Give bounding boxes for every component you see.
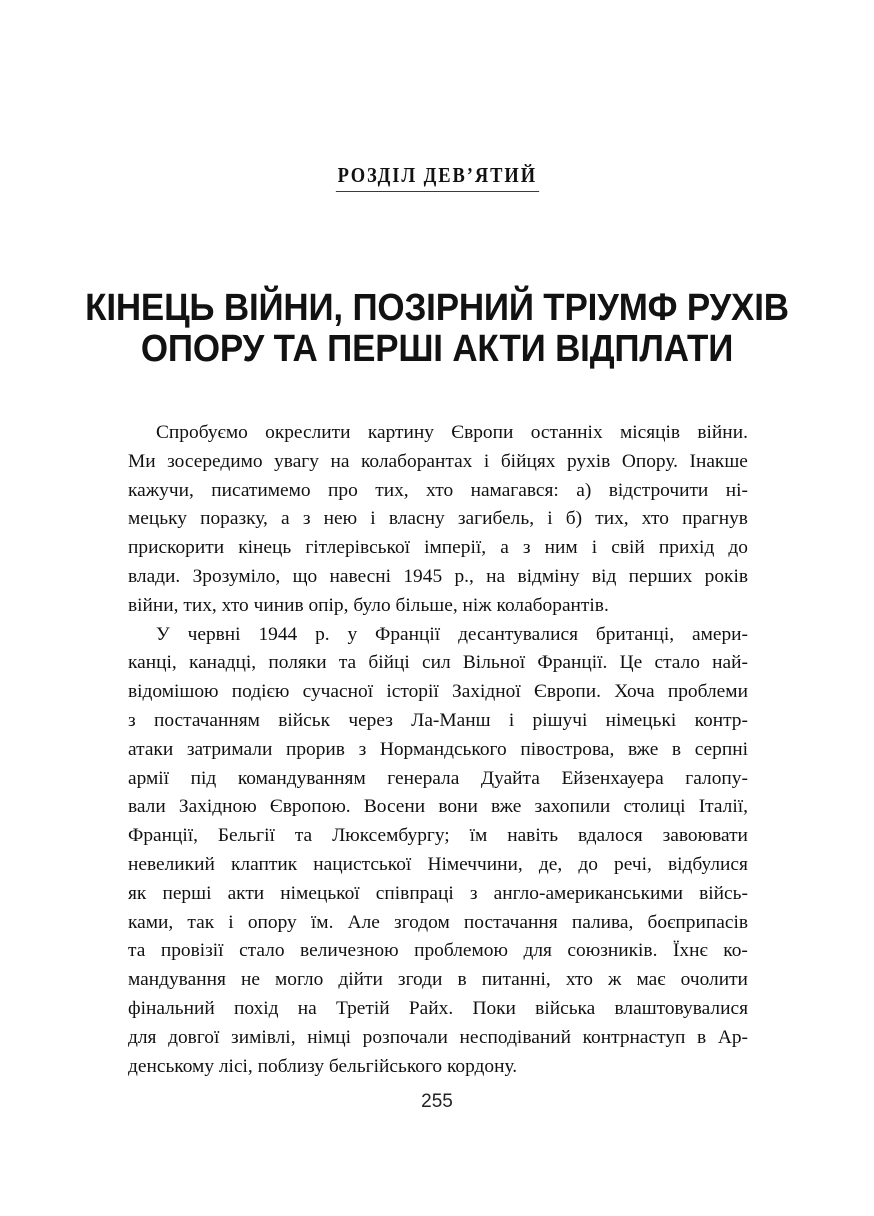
word: та xyxy=(338,652,357,674)
word: нею xyxy=(323,508,358,530)
text-line xyxy=(128,621,748,650)
text-line xyxy=(128,851,748,880)
word: вже xyxy=(491,796,522,818)
word: ним xyxy=(544,537,578,559)
word: дійти xyxy=(338,969,383,991)
word: величезною xyxy=(300,940,399,962)
word: згоди xyxy=(397,969,443,991)
text-line xyxy=(128,534,748,563)
word: відстрочити xyxy=(608,479,709,501)
word: союзників. xyxy=(567,940,658,962)
word: прорив xyxy=(285,738,345,760)
word: а xyxy=(500,537,509,559)
word: подією xyxy=(231,681,290,703)
text-line xyxy=(128,419,748,448)
word: стало xyxy=(239,940,285,962)
word: у xyxy=(347,623,358,645)
text-line xyxy=(128,966,748,995)
word: від xyxy=(591,565,617,587)
word: Франції. xyxy=(537,652,608,674)
word: перші xyxy=(162,882,212,904)
word: де, xyxy=(538,853,563,875)
word: провізії xyxy=(160,940,224,962)
word: сил xyxy=(421,652,451,674)
paragraph-1 xyxy=(128,419,748,621)
word: війни. xyxy=(697,422,748,443)
word: їм. xyxy=(310,911,334,933)
word: вони xyxy=(438,796,478,818)
word: хто xyxy=(565,969,593,991)
word: Західною xyxy=(178,796,257,818)
word: сучасної xyxy=(302,681,374,703)
word: через xyxy=(348,709,393,731)
text-line xyxy=(128,822,748,851)
word: Вільної xyxy=(462,652,526,674)
word: палива, xyxy=(571,911,634,933)
word: імперії, xyxy=(424,537,487,559)
text-line xyxy=(128,707,748,736)
word: проблеми xyxy=(667,681,748,703)
text-line xyxy=(128,678,748,707)
body-text xyxy=(128,419,748,1081)
word: червні xyxy=(187,623,241,645)
word: бійці xyxy=(368,652,410,674)
text-line xyxy=(128,880,748,909)
word: рухів xyxy=(566,450,611,472)
word: півострова, xyxy=(520,738,615,760)
word: Західної xyxy=(452,681,521,703)
chapter-title xyxy=(0,288,874,370)
word: постачання xyxy=(463,911,558,933)
word: намагався: xyxy=(470,479,559,501)
word: очолити xyxy=(680,969,748,991)
word: мандування xyxy=(128,969,226,991)
word: вже xyxy=(627,738,659,760)
word: канці, xyxy=(128,652,177,674)
word: не xyxy=(240,969,260,991)
word: свій xyxy=(611,537,645,559)
word: Люксембургу; xyxy=(332,825,450,847)
word: питанні, xyxy=(481,969,551,991)
word: навіть xyxy=(507,825,559,847)
word: співпраці xyxy=(375,882,454,904)
word: командуванням xyxy=(237,767,366,789)
word: що xyxy=(292,565,318,587)
chapter-label-container xyxy=(0,163,874,192)
word: Їхнє xyxy=(672,940,708,962)
word: німці xyxy=(307,1026,351,1048)
word: а xyxy=(281,508,290,530)
word: Франції, xyxy=(128,825,198,847)
word: мецьку xyxy=(128,508,187,530)
word: з xyxy=(469,882,478,904)
text-line xyxy=(128,448,748,477)
word: Хоча xyxy=(614,681,655,703)
word: Спробуємо xyxy=(156,422,248,443)
word: Нормандського xyxy=(379,738,507,760)
word: довгої xyxy=(168,1026,220,1048)
word: галопу- xyxy=(685,767,748,789)
word: Франції xyxy=(375,623,441,645)
word: війська xyxy=(535,997,596,1019)
word: Італії, xyxy=(698,796,748,818)
chapter-label: РОЗДІЛ ДЕВ’ЯТИЙ xyxy=(336,163,539,192)
word: Опору. xyxy=(621,450,678,472)
text-line xyxy=(128,995,748,1024)
paragraph-2 xyxy=(128,621,748,1082)
word: нацистської xyxy=(313,853,412,875)
word: згодом xyxy=(394,911,450,933)
word: 1944 xyxy=(258,623,298,645)
word: має xyxy=(636,969,666,991)
word: атаки xyxy=(128,738,174,760)
word: поразку, xyxy=(200,508,268,530)
word: р., xyxy=(454,565,474,587)
word: Європи. xyxy=(534,681,601,703)
word: Ми xyxy=(128,450,156,472)
chapter-title-line-1: КІНЕЦЬ ВІЙНИ, ПОЗІРНИЙ ТРІУМФ РУХІВ xyxy=(85,287,789,329)
word: колаборантах xyxy=(360,450,473,472)
word: стало xyxy=(654,652,700,674)
text-line: війни, тих, хто чинив опір, було більше, ніж колаборантів. xyxy=(128,594,609,616)
text-line xyxy=(128,649,748,678)
word: відомішою xyxy=(128,681,219,703)
word: Інакше xyxy=(689,450,748,472)
word: історії xyxy=(386,681,439,703)
word: під xyxy=(190,767,217,789)
word: Європою. xyxy=(269,796,351,818)
word: в xyxy=(671,738,682,760)
word: розпочали xyxy=(362,1026,448,1048)
word: Дуайта xyxy=(480,767,540,789)
text-line: денському лісі, поблизу бельгійського кордону. xyxy=(128,1055,518,1077)
word: зимівлі, xyxy=(231,1026,296,1048)
word: увагу xyxy=(274,450,319,472)
word: з xyxy=(128,709,136,731)
word: завоювати xyxy=(662,825,748,847)
text-line xyxy=(128,563,748,592)
word: Німеччини, xyxy=(427,853,523,875)
word: поляки xyxy=(268,652,327,674)
word: та xyxy=(128,940,146,962)
word: для xyxy=(128,1026,157,1048)
word: бійцях xyxy=(500,450,556,472)
word: писатимемо xyxy=(211,479,311,501)
word: прискорити xyxy=(128,537,225,559)
text-line xyxy=(128,1024,748,1053)
word: Це xyxy=(619,652,643,674)
word: ні- xyxy=(725,479,748,501)
word: вали xyxy=(128,796,166,818)
word: клаптик xyxy=(231,853,298,875)
word: війсь- xyxy=(699,882,748,904)
word: і xyxy=(547,508,553,530)
word: несподіваний xyxy=(459,1026,571,1048)
word: генерала xyxy=(387,767,460,789)
word: і xyxy=(508,709,515,731)
word: речі, xyxy=(614,853,652,875)
word: проблемою xyxy=(414,940,508,962)
word: У xyxy=(156,623,170,645)
word: і xyxy=(370,508,376,530)
word: гітлерівської xyxy=(305,537,411,559)
word: вдалося xyxy=(577,825,643,847)
word: останніх xyxy=(530,422,603,443)
word: р. xyxy=(315,623,330,645)
text-line xyxy=(128,937,748,966)
word: прагнув xyxy=(682,508,748,530)
word: контр- xyxy=(694,709,748,731)
word: картину xyxy=(367,422,434,443)
word: навесні xyxy=(329,565,392,587)
word: німецькі xyxy=(605,709,677,731)
word: постачанням xyxy=(153,709,260,731)
word: в xyxy=(457,969,467,991)
text-line xyxy=(128,765,748,794)
word: в xyxy=(697,1026,707,1048)
word: Ар- xyxy=(717,1026,748,1048)
word: столиці xyxy=(623,796,686,818)
word: тих, xyxy=(375,479,409,501)
word: відбулися xyxy=(667,853,748,875)
word: відміну xyxy=(517,565,580,587)
word: 1945 xyxy=(403,565,443,587)
word: перших xyxy=(628,565,693,587)
word: на xyxy=(486,565,506,587)
word: і xyxy=(483,450,490,472)
page-number: 255 xyxy=(421,1091,453,1112)
word: Але xyxy=(347,911,380,933)
text-line xyxy=(128,793,748,822)
word: Ейзенхауера xyxy=(561,767,664,789)
text-line xyxy=(128,909,748,938)
word: похід xyxy=(234,997,279,1019)
word: зосередимо xyxy=(167,450,263,472)
word: рішучі xyxy=(532,709,588,731)
word: фінальний xyxy=(128,997,215,1019)
word: їм xyxy=(469,825,488,847)
word: кажучи, xyxy=(128,479,194,501)
word: на xyxy=(330,450,350,472)
word: до xyxy=(728,537,748,559)
word: затримали xyxy=(186,738,273,760)
word: як xyxy=(128,882,147,904)
word: з xyxy=(522,537,531,559)
word: невеликий xyxy=(128,853,215,875)
word: опору xyxy=(247,911,297,933)
word: Поки xyxy=(472,997,516,1019)
word: на xyxy=(297,997,317,1019)
word: для xyxy=(523,940,552,962)
word: Райх. xyxy=(408,997,454,1019)
word: ко- xyxy=(723,940,748,962)
word: могло xyxy=(274,969,324,991)
word: ж xyxy=(608,969,622,991)
word: англо-американськими xyxy=(493,882,684,904)
word: власну xyxy=(388,508,445,530)
word: армії xyxy=(128,767,170,789)
text-line xyxy=(128,477,748,506)
word: хто xyxy=(426,479,454,501)
word: загибель, xyxy=(457,508,535,530)
word: німецької xyxy=(280,882,360,904)
word: десантувалися xyxy=(458,623,579,645)
word: та xyxy=(294,825,313,847)
word: до xyxy=(578,853,598,875)
word: хто xyxy=(641,508,669,530)
text-line xyxy=(128,736,748,765)
word: і xyxy=(591,537,598,559)
word: контрнаступ xyxy=(582,1026,686,1048)
word: акти xyxy=(227,882,265,904)
word: Третій xyxy=(336,997,390,1019)
word: окреслити xyxy=(265,422,351,443)
word: військ xyxy=(278,709,331,731)
word: най- xyxy=(712,652,748,674)
word: місяців xyxy=(619,422,681,443)
word: кінець xyxy=(238,537,292,559)
word: влаштовувалися xyxy=(614,997,748,1019)
word: ками, xyxy=(128,911,174,933)
word: Європи xyxy=(451,422,514,443)
word: б) xyxy=(565,508,583,530)
word: серпні xyxy=(694,738,748,760)
word: Зрозуміло, xyxy=(192,565,281,587)
word: з xyxy=(358,738,367,760)
word: захопили xyxy=(534,796,611,818)
word: Бельгії xyxy=(217,825,275,847)
chapter-title-line-2: ОПОРУ ТА ПЕРШІ АКТИ ВІДПЛАТИ xyxy=(140,328,734,370)
word: і xyxy=(228,911,234,933)
word: років xyxy=(704,565,748,587)
word: канадці, xyxy=(188,652,257,674)
word: влади. xyxy=(128,565,181,587)
word: британці, xyxy=(595,623,675,645)
word: боєприпасів xyxy=(647,911,748,933)
word: а) xyxy=(576,479,592,501)
text-line xyxy=(128,505,748,534)
word: прихід xyxy=(658,537,715,559)
word: Восени xyxy=(363,796,426,818)
word: про xyxy=(328,479,358,501)
word: амери- xyxy=(691,623,748,645)
word: Ла-Манш xyxy=(411,709,491,731)
word: так xyxy=(187,911,215,933)
word: тих, xyxy=(595,508,629,530)
word: з xyxy=(302,508,311,530)
